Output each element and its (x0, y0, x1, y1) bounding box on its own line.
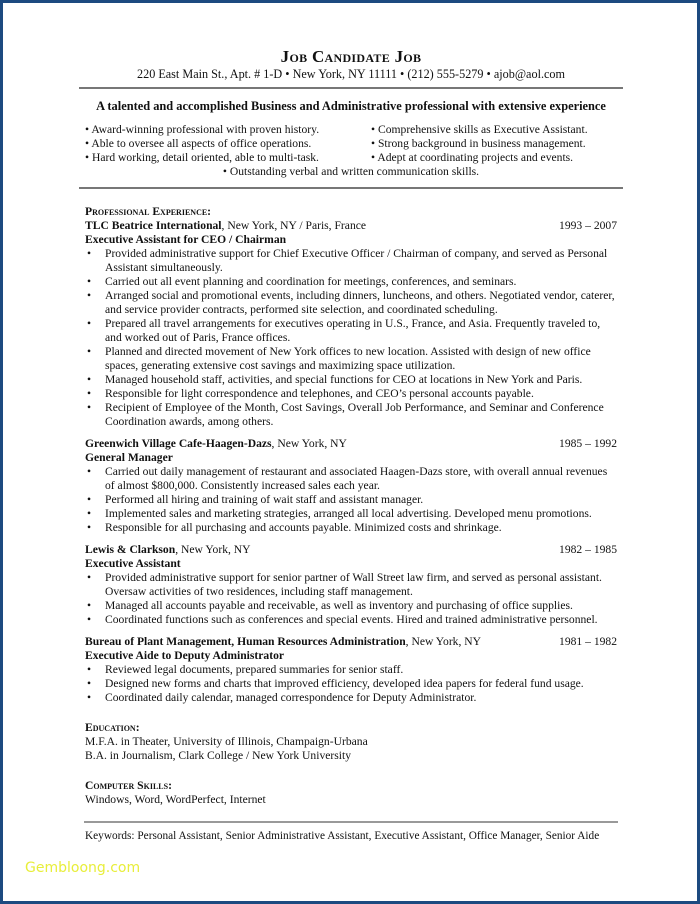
watermark: Gembloong.com (25, 860, 141, 876)
job-header (85, 219, 617, 233)
highlight-item: • Able to oversee all aspects of office operations. (85, 137, 371, 151)
job-bullet: • Managed household staff, activities, and special functions for CEO at locations in New York and Paris. (85, 373, 617, 387)
job-bullet: • Designed new forms and charts that improved efficiency, developed idea papers for federal fund usage. (85, 677, 617, 691)
job-dates: 1985 – 1992 (559, 437, 617, 450)
job-location: , New York, NY (271, 437, 347, 450)
divider (79, 187, 623, 189)
job-bullets (85, 465, 617, 535)
candidate-name: Job Candidate Job (280, 47, 422, 66)
experience-list (85, 219, 617, 705)
keywords: Keywords: Personal Assistant, Senior Administrative Assistant, Executive Assistant, Office Manager, Senior Aide (85, 830, 600, 842)
job-bullet: • Implemented sales and marketing strategies, arranged all local advertising. Developed menu promotions. (85, 507, 617, 521)
job-title: Executive Assistant for CEO / Chairman (85, 233, 287, 246)
highlight-item: • Comprehensive skills as Executive Assistant. (371, 123, 617, 137)
education-line: B.A. in Journalism, Clark College / New York University (85, 749, 351, 762)
job-dates: 1993 – 2007 (559, 219, 617, 232)
job-bullet: • Arranged social and promotional events, including dinners, luncheons, and others. Negotiated vendor, caterer, and service provider contracts, performed site selection, and coordinated scheduling. (85, 289, 617, 317)
job-title: General Manager (85, 451, 173, 464)
job-bullet: • Responsible for all purchasing and accounts payable. Minimized costs and shrinkage. (85, 521, 617, 535)
job-header (85, 635, 617, 649)
job-bullet: • Reviewed legal documents, prepared summaries for senior staff. (85, 663, 617, 677)
job-bullets (85, 571, 617, 627)
highlight-item: • Strong background in business management. (371, 137, 617, 151)
job-bullets (85, 663, 617, 705)
experience-heading: Professional Experience: (85, 205, 212, 218)
job-header (85, 437, 617, 451)
highlight-item: • Award-winning professional with proven history. (85, 123, 371, 137)
job-bullet: • Recipient of Employee of the Month, Cost Savings, Overall Job Performance, and Seminar and Conference Coordination awards, among others. (85, 401, 617, 429)
job-bullet: • Provided administrative support for Chief Executive Officer / Chairman of company, and served as Personal Assistant simultaneously. (85, 247, 617, 275)
company: Bureau of Plant Management, Human Resources Administration (85, 635, 406, 648)
job-entry (85, 437, 617, 535)
job-dates: 1981 – 1982 (559, 635, 617, 648)
job-bullet: • Coordinated functions such as conferences and special events. Hired and trained administrative personnel. (85, 613, 617, 627)
job-dates: 1982 – 1985 (559, 543, 617, 556)
job-location: , New York, NY (405, 635, 482, 648)
divider (84, 821, 618, 823)
skills-text: Windows, Word, WordPerfect, Internet (85, 793, 266, 806)
job-entry (85, 635, 617, 705)
education-heading: Education: (85, 721, 140, 734)
company: Lewis & Clarkson (85, 543, 176, 556)
job-bullet: • Carried out all event planning and coordination for meetings, conferences, and seminars. (85, 275, 617, 289)
summary: A talented and accomplished Business and Administrative professional with extensive experience (96, 99, 606, 113)
highlights (85, 123, 617, 165)
job-location: , New York, NY / Paris, France (221, 219, 367, 232)
company: Greenwich Village Cafe-Haagen-Dazs (85, 437, 272, 450)
contact-line: 220 East Main St., Apt. # 1-D • New York, NY 11111 • (212) 555-5279 • ajob@aol.com (137, 67, 565, 81)
company: TLC Beatrice International (85, 219, 222, 232)
highlight-item: • Outstanding verbal and written communication skills. (85, 165, 617, 179)
divider (79, 87, 623, 89)
resume-page (85, 47, 617, 843)
job-bullet: • Provided administrative support for senior partner of Wall Street law firm, and served as personal assistant. Oversaw activities of two residences, including staff management. (85, 571, 617, 599)
job-header (85, 543, 617, 557)
education-line: M.F.A. in Theater, University of Illinois, Champaign-Urbana (85, 735, 368, 748)
job-bullet: • Planned and directed movement of New York offices to new location. Assisted with design of new office spaces, generating extensive cost savings and maximizing space utilization. (85, 345, 617, 373)
job-bullet: • Managed all accounts payable and receivable, as well as inventory and purchasing of office supplies. (85, 599, 617, 613)
job-entry (85, 219, 617, 429)
skills-heading: Computer Skills: (85, 779, 172, 792)
job-bullets (85, 247, 617, 429)
job-bullet: • Coordinated daily calendar, managed correspondence for Deputy Administrator. (85, 691, 617, 705)
job-bullet: • Responsible for light correspondence and telephones, and CEO’s personal accounts payable. (85, 387, 617, 401)
job-bullet: • Prepared all travel arrangements for executives operating in U.S., France, and Asia. Frequently traveled to, and worked out of Paris, France offices. (85, 317, 617, 345)
highlight-item: • Adept at coordinating projects and events. (371, 151, 617, 165)
job-location: , New York, NY (175, 543, 251, 556)
highlight-item: • Hard working, detail oriented, able to multi-task. (85, 151, 371, 165)
job-title: Executive Aide to Deputy Administrator (85, 649, 285, 662)
job-title: Executive Assistant (85, 557, 181, 570)
job-bullet: • Carried out daily management of restaurant and associated Haagen-Dazs store, with overall annual revenues of almost $800,000. Consistently increased sales each year. (85, 465, 617, 493)
job-entry (85, 543, 617, 627)
job-bullet: • Performed all hiring and training of wait staff and assistant manager. (85, 493, 617, 507)
